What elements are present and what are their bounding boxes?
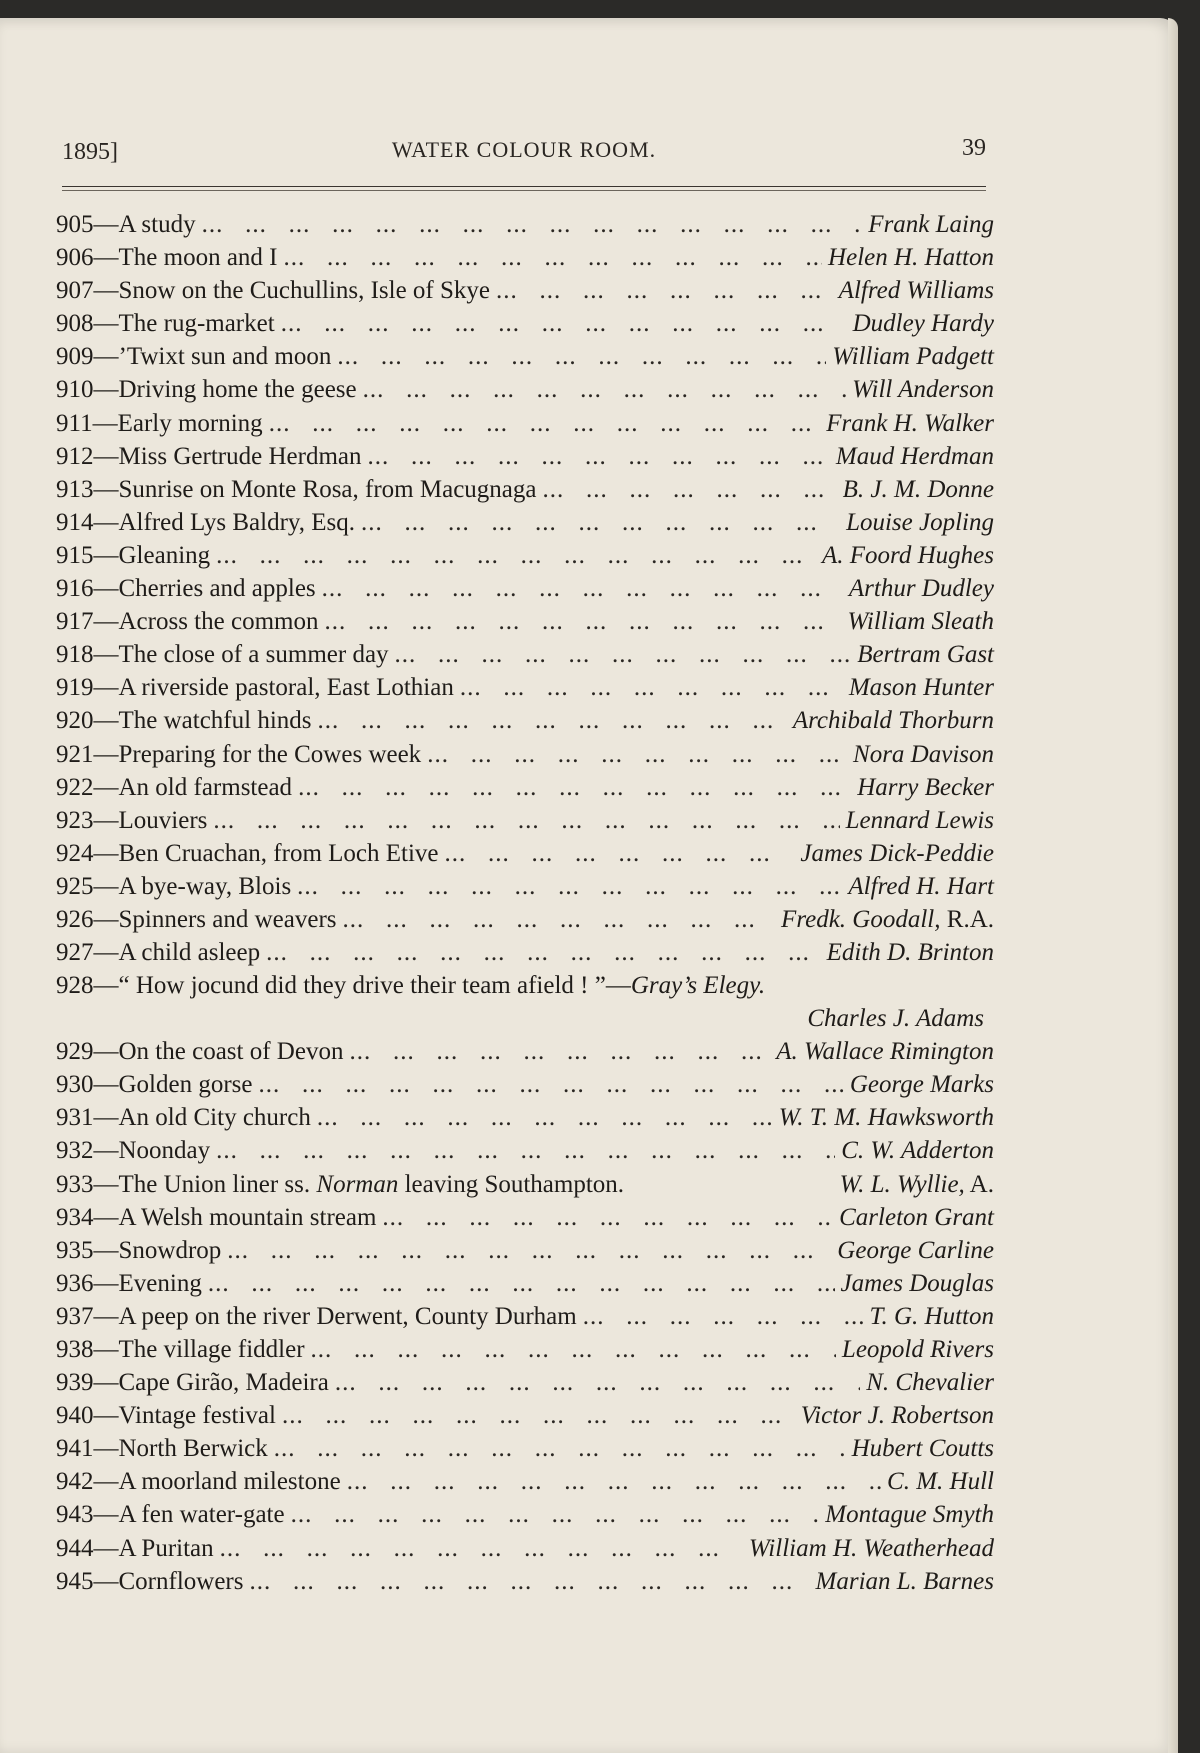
entry-number: 940 — [56, 1402, 94, 1430]
entry-title: Sunrise on Monte Rosa, from Macugnaga — [118, 475, 537, 503]
entry-title: Driving home the geese — [118, 376, 357, 404]
entry-title: A study — [118, 211, 196, 238]
entry-number: 909 — [56, 343, 94, 371]
running-head — [62, 131, 986, 171]
entry-artist: Louise Jopling — [846, 508, 994, 536]
entry-artist: Archibald Thorburn — [792, 707, 994, 735]
entry-number: 926 — [56, 905, 94, 933]
entry-list — [56, 208, 994, 1598]
entry-943: 943 — A fen water-gate ... Montague Smyth — [56, 1498, 994, 1531]
entry-title: Preparing for the Cowes week — [118, 740, 422, 768]
leader-dots — [297, 870, 842, 903]
entry-918: 918 — The close of a summer day ... Bertram Gast — [56, 638, 994, 671]
entry-932: 932 — Noonday ... C. W. Adderton — [56, 1134, 994, 1167]
entry-914: 914 — Alfred Lys Baldry, Esq. ... Louise Jopling — [56, 506, 994, 539]
entry-title: Early morning — [117, 409, 263, 437]
entry-title: The village fiddler — [118, 1336, 305, 1363]
entry-916: 916 — Cherries and apples ... Arthur Dudley — [56, 572, 994, 605]
entry-912: 912 — Miss Gertrude Herdman ... Maud Herdman — [56, 440, 994, 473]
entry-number: 908 — [56, 310, 94, 338]
entry-923: 923 — Louviers ... Lennard Lewis — [56, 804, 994, 837]
entry-title: Snow on the Cuchullins, Isle of Skye — [118, 277, 491, 305]
entry-artist: Maud Herdman — [835, 442, 994, 470]
entry-number: 913 — [56, 475, 94, 503]
entry-title: Evening — [118, 1269, 202, 1297]
entry-source: Gray’s Elegy. — [630, 972, 766, 1000]
entry-917: 917 — Across the common ... William Sleath — [56, 605, 994, 638]
entry-number: 924 — [56, 839, 94, 867]
entry-number: 933 — [56, 1170, 94, 1198]
entry-number: 941 — [56, 1435, 94, 1463]
entry-927: 927 — A child asleep ... Edith D. Brinton — [56, 936, 994, 969]
leader-dots — [363, 373, 846, 406]
leader-dots — [542, 473, 836, 506]
entry-number: 920 — [56, 707, 94, 735]
entry-909: 909 — ’Twixt sun and moon ... William Padgett — [56, 340, 994, 373]
leader-dots — [266, 936, 821, 969]
entry-title: A moorland milestone — [118, 1468, 341, 1496]
leader-dots — [382, 1201, 833, 1234]
leader-dots — [349, 1035, 770, 1068]
entry-924: 924 — Ben Cruachan, from Loch Etive ... James Dick-Peddie — [56, 837, 994, 870]
leader-dots — [496, 274, 833, 307]
entry-number: 923 — [56, 806, 94, 834]
entry-number: 929 — [56, 1038, 94, 1066]
entry-911: 911 — Early morning ... Frank H. Walker — [56, 407, 994, 440]
entry-artist: Charles J. Adams — [807, 1005, 984, 1033]
entry-artist: Marian L. Barnes — [815, 1567, 994, 1595]
entry-number: 937 — [56, 1302, 94, 1330]
entry-title: Cherries and apples — [118, 575, 316, 603]
leader-dots — [395, 638, 852, 671]
entry-title: A fen water-gate — [118, 1501, 285, 1529]
entry-artist: Bertram Gast — [857, 641, 994, 669]
leader-dots — [291, 1498, 820, 1531]
entry-artist: A. Wallace Rimington — [776, 1038, 994, 1066]
entry-907: 907 — Snow on the Cuchullins, Isle of Skye ... Alfred Williams — [56, 274, 994, 307]
entry-926: 926 — Spinners and weavers ... Fredk. Goodall, R.A. — [56, 903, 994, 936]
entry-number: 945 — [56, 1567, 94, 1595]
entry-title: A peep on the river Derwent, County Durham — [118, 1302, 577, 1330]
entry-number: 917 — [56, 608, 94, 636]
entry-944: 944 — A Puritan ... William H. Weatherhead — [56, 1532, 994, 1565]
entry-artist: C. M. Hull — [887, 1468, 994, 1496]
entry-921: 921 — Preparing for the Cowes week ... Nora Davison — [56, 738, 994, 771]
entry-931: 931 — An old City church ... W. T. M. Hawksworth — [56, 1101, 994, 1134]
leader-dots — [368, 440, 830, 473]
leader-dots — [343, 903, 776, 936]
page-edge — [1168, 18, 1178, 1753]
entry-number: 932 — [56, 1137, 94, 1165]
leader-dots — [216, 1134, 835, 1167]
leader-dots — [269, 407, 821, 440]
entry-915: 915 — Gleaning ... A. Foord Hughes — [56, 539, 994, 572]
entry-940: 940 — Vintage festival ... Victor J. Robertson — [56, 1399, 994, 1432]
entry-title: The watchful hinds — [118, 707, 312, 735]
entry-artist: Fredk. Goodall, R.A. — [781, 905, 994, 933]
entry-artist: Helen H. Hatton — [828, 244, 994, 272]
entry-935: 935 — Snowdrop ... George Carline — [56, 1234, 994, 1267]
leader-dots — [445, 837, 795, 870]
entry-artist: Lennard Lewis — [845, 806, 994, 834]
entry-artist: William Sleath — [847, 608, 994, 636]
leader-dots — [311, 1333, 836, 1366]
entry-number: 906 — [56, 244, 94, 272]
header-rule — [62, 186, 986, 191]
leader-dots — [427, 738, 847, 771]
entry-number: 925 — [56, 872, 94, 900]
entry-939: 939 — Cape Girão, Madeira ... N. Chevalier — [56, 1366, 994, 1399]
entry-title: “ How jocund did they drive their team afield ! ”—Gray’s Elegy. — [118, 972, 766, 1000]
entry-929: 929 — On the coast of Devon ... A. Wallace Rimington — [56, 1035, 994, 1068]
leader-dots — [460, 671, 843, 704]
leader-dots — [274, 1432, 846, 1465]
leader-dots — [216, 539, 816, 572]
leader-dots — [347, 1465, 881, 1498]
entry-942: 942 — A moorland milestone ... C. M. Hull — [56, 1465, 994, 1498]
entry-title: The moon and I — [118, 244, 278, 272]
leader-dots — [208, 1267, 835, 1300]
entry-title: Snowdrop — [118, 1236, 222, 1264]
entry-title: A Puritan — [118, 1534, 214, 1562]
entry-artist: William H. Weatherhead — [748, 1534, 994, 1562]
entry-title: Miss Gertrude Herdman — [118, 442, 362, 470]
leader-dots — [324, 605, 841, 638]
entry-artist: Leopold Rivers — [841, 1336, 994, 1363]
leader-dots — [318, 704, 787, 737]
entry-title: North Berwick — [118, 1435, 268, 1463]
entry-title: A riverside pastoral, East Lothian — [118, 674, 454, 702]
entry-number: 931 — [56, 1104, 94, 1132]
ship-name: Norman — [316, 1170, 399, 1198]
leader-dots — [202, 208, 863, 241]
entry-905: 905 — A study ... Frank Laing — [56, 208, 994, 241]
entry-title: On the coast of Devon — [118, 1038, 344, 1066]
entry-number: 922 — [56, 773, 94, 801]
entry-title: Golden gorse — [118, 1071, 253, 1099]
entry-908: 908 — The rug-market ... Dudley Hardy — [56, 307, 994, 340]
entry-artist: William Padgett — [832, 343, 994, 371]
entry-number: 915 — [56, 541, 94, 569]
entry-number: 912 — [56, 442, 94, 470]
entry-922: 922 — An old farmstead ... Harry Becker — [56, 771, 994, 804]
entry-945: 945 — Cornflowers ... Marian L. Barnes — [56, 1565, 994, 1598]
entry-title: Cornflowers — [118, 1567, 244, 1595]
entry-number: 930 — [56, 1071, 94, 1099]
entry-artist: Carleton Grant — [839, 1203, 994, 1231]
entry-title: Ben Cruachan, from Loch Etive — [118, 839, 439, 867]
header-year: 1895] — [62, 139, 118, 165]
entry-artist: Nora Davison — [853, 740, 994, 768]
entry-938: 938 — The village fiddler ... Leopold Rivers — [56, 1333, 994, 1366]
entry-artist: Dudley Hardy — [852, 310, 994, 338]
entry-artist: Will Anderson — [852, 376, 994, 404]
leader-dots — [583, 1300, 864, 1333]
entry-930: 930 — Golden gorse ... George Marks — [56, 1068, 994, 1101]
entry-artist: George Marks — [849, 1071, 994, 1099]
entry-920: 920 — The watchful hinds ... Archibald Thorburn — [56, 704, 994, 737]
entry-artist: Mason Hunter — [848, 674, 994, 702]
entry-artist: Victor J. Robertson — [800, 1402, 994, 1430]
entry-artist: Harry Becker — [857, 773, 994, 801]
entry-artist: Montague Smyth — [825, 1501, 994, 1529]
entry-title: Gleaning — [118, 541, 211, 569]
entry-title: Cape Girão, Madeira — [118, 1369, 329, 1397]
entry-artist: N. Chevalier — [866, 1369, 994, 1397]
entry-artist: B. J. M. Donne — [842, 475, 994, 503]
entry-919: 919 — A riverside pastoral, East Lothian ... Mason Hunter — [56, 671, 994, 704]
entry-artist: T. G. Hutton — [869, 1302, 994, 1330]
entry-number: 928 — [56, 972, 94, 1000]
entry-title: A Welsh mountain stream — [118, 1203, 377, 1231]
entry-artist: Arthur Dudley — [848, 575, 994, 603]
entry-artist: A. Foord Hughes — [822, 541, 994, 569]
entry-artist: W. T. M. Hawksworth — [778, 1104, 994, 1132]
entry-number: 943 — [56, 1501, 94, 1529]
leader-dots — [298, 771, 851, 804]
entry-title: Alfred Lys Baldry, Esq. — [118, 508, 356, 536]
entry-925: 925 — A bye-way, Blois ... Alfred H. Hart — [56, 870, 994, 903]
entry-number: 935 — [56, 1236, 94, 1264]
entry-artist: W. L. Wyllie, A. — [839, 1170, 994, 1198]
header-title: WATER COLOUR ROOM. — [391, 137, 657, 162]
entry-title: ’Twixt sun and moon — [118, 343, 332, 371]
entry-number: 938 — [56, 1336, 94, 1363]
leader-dots — [220, 1532, 743, 1565]
entry-941: 941 — North Berwick ... Hubert Coutts — [56, 1432, 994, 1465]
entry-number: 939 — [56, 1369, 94, 1397]
entry-number: 936 — [56, 1269, 94, 1297]
entry-title: A bye-way, Blois — [118, 872, 292, 900]
entry-937: 937 — A peep on the river Derwent, County Durham ... T. G. Hutton — [56, 1300, 994, 1333]
entry-artist: George Carline — [837, 1236, 994, 1264]
entry-title: An old City church — [118, 1104, 311, 1132]
leader-dots — [361, 506, 840, 539]
entry-number: 905 — [56, 211, 94, 238]
entry-928: 928 — “ How jocund did they drive their team afield ! ”—Gray’s Elegy. Charles J. Adams — [56, 969, 994, 1035]
entry-910: 910 — Driving home the geese ... Will Anderson — [56, 373, 994, 406]
entry-936: 936 — Evening ... James Douglas — [56, 1267, 994, 1300]
leader-dots — [259, 1068, 844, 1101]
entry-number: 921 — [56, 740, 94, 768]
leader-dots — [227, 1234, 831, 1267]
entry-artist: Alfred Williams — [838, 277, 994, 305]
entry-number: 914 — [56, 508, 94, 536]
entry-number: 911 — [56, 409, 93, 437]
entry-number: 944 — [56, 1534, 94, 1562]
entry-number: 927 — [56, 939, 94, 967]
leader-dots — [337, 340, 826, 373]
entry-title: A child asleep — [118, 939, 261, 967]
leader-dots — [213, 804, 839, 837]
leader-dots — [322, 572, 843, 605]
entry-artist: C. W. Adderton — [841, 1137, 994, 1165]
entry-number: 919 — [56, 674, 94, 702]
entry-title: The Union liner ss. Norman leaving Southampton. — [118, 1170, 625, 1198]
entry-number: 907 — [56, 277, 94, 305]
entry-933: 933 — The Union liner ss. Norman leaving Southampton. W. L. Wyllie, A. — [56, 1168, 994, 1201]
entry-title: The rug-market — [118, 310, 275, 338]
leader-dots — [335, 1366, 860, 1399]
entry-title: An old farmstead — [118, 773, 293, 801]
entry-artist: Alfred H. Hart — [848, 872, 994, 900]
entry-artist: Frank Laing — [868, 211, 994, 238]
entry-title: Spinners and weavers — [118, 905, 337, 933]
entry-artist: James Douglas — [840, 1269, 994, 1297]
entry-number: 918 — [56, 641, 94, 669]
leader-dots — [282, 1399, 795, 1432]
entry-artist: James Dick-Peddie — [800, 839, 994, 867]
leader-dots — [317, 1101, 773, 1134]
leader-dots — [281, 307, 847, 340]
entry-artist: Frank H. Walker — [826, 409, 994, 437]
catalogue-page — [0, 18, 1178, 1753]
leader-dots — [283, 241, 822, 274]
entry-title: Noonday — [118, 1137, 211, 1165]
entry-artist: Hubert Coutts — [851, 1435, 994, 1463]
entry-number: 916 — [56, 575, 94, 603]
entry-number: 942 — [56, 1468, 94, 1496]
entry-title: Vintage festival — [118, 1402, 276, 1430]
entry-title: Louviers — [118, 806, 208, 834]
leader-dots — [249, 1565, 809, 1598]
entry-number: 934 — [56, 1203, 94, 1231]
entry-title: The close of a summer day — [118, 641, 389, 669]
entry-title: Across the common — [118, 608, 319, 636]
entry-number: 910 — [56, 376, 94, 404]
entry-906: 906 — The moon and I ... Helen H. Hatton — [56, 241, 994, 274]
entry-934: 934 — A Welsh mountain stream ... Carleton Grant — [56, 1201, 994, 1234]
page-number: 39 — [962, 135, 986, 161]
entry-artist: Edith D. Brinton — [826, 939, 994, 967]
entry-913: 913 — Sunrise on Monte Rosa, from Macugnaga ... B. J. M. Donne — [56, 473, 994, 506]
